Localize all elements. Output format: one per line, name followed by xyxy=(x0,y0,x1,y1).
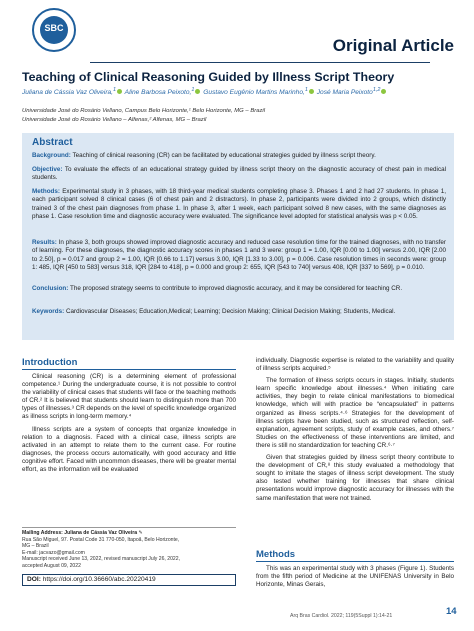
orcid-icon[interactable] xyxy=(195,89,200,94)
mailing-line: Rua São Miguel, 97. Postal Code 31 770-050, Itapoã, Belo Horizonte, xyxy=(22,536,180,543)
author-name[interactable]: Gustavo Eugênio Martins Marinho, xyxy=(203,89,305,97)
section-divider xyxy=(22,369,236,370)
footnote-divider xyxy=(22,527,236,528)
orcid-icon[interactable] xyxy=(117,89,122,94)
affiliation: Universidade José do Rosário Vellano, Campus Belo Horizonte,¹ Belo Horizonte, MG – Brazil xyxy=(22,108,266,114)
mailing-label: Mailing Address: Juliana de Cássia Vaz Oliveira xyxy=(22,530,138,536)
logo-ring xyxy=(32,8,76,52)
abstract-methods xyxy=(32,188,446,221)
paragraph: This was an experimental study with 3 phases (Figure 1). Students from the fifth period of Medicine at the UNIFENAS University in Belo Horizonte, Minas Gerais, xyxy=(256,565,454,589)
orcid-icon[interactable] xyxy=(381,89,386,94)
author-name[interactable]: José Maria Peixoto xyxy=(316,89,373,97)
affiliation: Universidade José do Rosário Vellano – Alfenas,² Alfenas, MG – Brazil xyxy=(22,117,207,123)
article-title: Teaching of Clinical Reasoning Guided by Illness Script Theory xyxy=(22,70,395,84)
paragraph: Clinical reasoning (CR) is a determining element of professional competence.¹ During the undergraduate course, it is not possible to control the variability of clinical cases that students will face or the teaching methods of CR.² It is believed that students should learn to distinguish more than 700 types of illnesses.³ CR depends on the level of specific knowledge organized as illness scripts in long-term memory.⁴ xyxy=(22,373,236,421)
abstract-keywords xyxy=(32,308,446,316)
paragraph: individually. Diagnostic expertise is related to the variability and quality of illness scripts acquired.⁵ xyxy=(256,357,454,373)
abstract-text: The proposed strategy seems to contribute to improved diagnostic accuracy, and it may be considered for teaching CR. xyxy=(70,285,403,292)
author-name[interactable]: Juliana de Cássia Vaz Oliveira, xyxy=(22,89,114,97)
author-sup: 1 xyxy=(113,87,117,93)
abstract-label: Keywords: xyxy=(32,308,65,315)
logo-text: SBC xyxy=(44,23,64,33)
pen-icon: ✎ xyxy=(138,530,143,536)
author-sup: 1,2 xyxy=(372,87,381,93)
right-column-body xyxy=(256,357,454,507)
header-divider xyxy=(90,62,430,63)
abstract-text: In phase 3, both groups showed improved diagnostic accuracy and reduced case resolution time for the trained diagnoses, with no transfer of learning. For these diagnoses, the diagnostic accuracy scores in phases 1 and 3 were: group 1 = 1.00, IQR [0.00 to 1.00] versus 2.00, IQR [2.00 to 2.50], p = 0.017 and group 2 = 1.00, IQR [0.66 to 1.17] versus 3.00, IQR [1.33 to 3.00], p = 0.006. Case resolution times in seconds were: group 1: 485, IQR [450 to 583] versus 318, IQR [284 to 418], p = 0.000 and group 2: 655, IQR [543 to 740] versus 408, IQR [337 to 569], p = 0.010. xyxy=(32,239,446,271)
paragraph: Illness scripts are a system of concepts that organize knowledge in relation to a diagnosis. Faced with a clinical case, illness scripts are activated in an attempt to relate them to the current case. For routine diagnoses, the process occurs automatically, with good accuracy and little cognitive effort. Faced with uncommon diseases, there will be greater mental effort, as the information will be evaluated xyxy=(22,425,236,474)
methods-heading: Methods xyxy=(256,549,296,560)
introduction-body xyxy=(22,373,236,478)
abstract-heading: Abstract xyxy=(32,137,73,148)
author-sup: 1 xyxy=(304,87,308,93)
mailing-line: MG – Brazil xyxy=(22,543,49,549)
doi-box xyxy=(22,574,236,586)
mailing-line: accepted August 09, 2022 xyxy=(22,562,81,569)
section-divider xyxy=(256,561,454,562)
abstract-text: Experimental study in 3 phases, with 18 third-year medical students completing phase 3. Phases 1 and 2 had 27 students. In phase 1, each participant solved 8 clinical cases (6 of chest pain and 2 distractors). In phase 2, participants were divided into 2 groups, which distinctly trained 3 of the chest pain diagnoses from phase 1. In phase 3, after 1 week, each participant solved 8 new cases, with the same diagnoses as phase 1. Case resolution time and diagnostic accuracy were evaluated. The significance level adopted for statistical analysis was p < 0.05. xyxy=(32,188,446,220)
journal-logo xyxy=(22,8,88,54)
abstract-results xyxy=(32,239,446,272)
author-sup: 1 xyxy=(191,87,195,93)
journal-citation: Arq Bras Cardiol. 2022; 119(5Suppl 1):14-21 xyxy=(290,613,393,619)
abstract-text: Teaching of clinical reasoning (CR) can be facilitated by educational strategies guided by illness script theory. xyxy=(72,152,376,159)
doi-label: DOI: xyxy=(27,576,41,583)
abstract-background xyxy=(32,152,446,160)
orcid-icon[interactable] xyxy=(309,89,314,94)
introduction-heading: Introduction xyxy=(22,357,78,368)
author-list xyxy=(22,86,454,98)
abstract-text: Cardiovascular Diseases; Education,Medical; Learning; Decision Making; Clinical Decision Making; Students, Medical. xyxy=(65,308,396,315)
paragraph: The formation of illness scripts occurs in stages. Initially, students learn specific knowledge about illnesses.⁴ When initiating care activities, they begin to relate clinical manifestations to biomedical knowledge, which will with practice be “encapsulated” in patterns organized as illness scripts.⁴·⁶ Strategies for the development of illness scripts have been studied, such as structured reflection, self-explanation, agreement scripts, study of example cases, and others.⁷ Studies on the effectiveness of these interventions are limited, and there is still no standardization for teaching CR.⁶·⁷ xyxy=(256,377,454,449)
abstract-label: Conclusion: xyxy=(32,285,69,292)
mailing-line: Manuscript received June 13, 2022, revised manuscript July 26, 2022, xyxy=(22,556,180,562)
methods-body xyxy=(256,565,454,593)
abstract-text: To evaluate the effects of an educational strategy guided by illness script theory on the diagnostic accuracy of chest pain in medical students. xyxy=(32,166,446,182)
page-number: 14 xyxy=(446,606,457,617)
abstract-label: Methods: xyxy=(32,188,60,195)
section-label: Original Article xyxy=(332,36,454,55)
abstract-conclusion xyxy=(32,285,446,293)
mailing-address xyxy=(22,530,232,569)
abstract-objective xyxy=(32,166,446,183)
abstract-label: Results: xyxy=(32,239,57,246)
author-name[interactable]: Aline Barbosa Peixoto, xyxy=(124,89,192,97)
mailing-email[interactable]: E-mail: jacvazo@gmail.com xyxy=(22,549,85,556)
paragraph: Given that strategies guided by illness script theory contribute to the development of CR,⁸ this study evaluated a methodology that sought to imitate the stages of illness script development. The study also tested whether training for illnesses that share clinical presentations would improve diagnostic accuracy for illnesses with the same manifestation that were not trained. xyxy=(256,454,454,502)
abstract-label: Background: xyxy=(32,152,71,159)
abstract-label: Objective: xyxy=(32,166,63,173)
doi-link[interactable]: https://doi.org/10.36660/abc.20220419 xyxy=(42,576,156,583)
